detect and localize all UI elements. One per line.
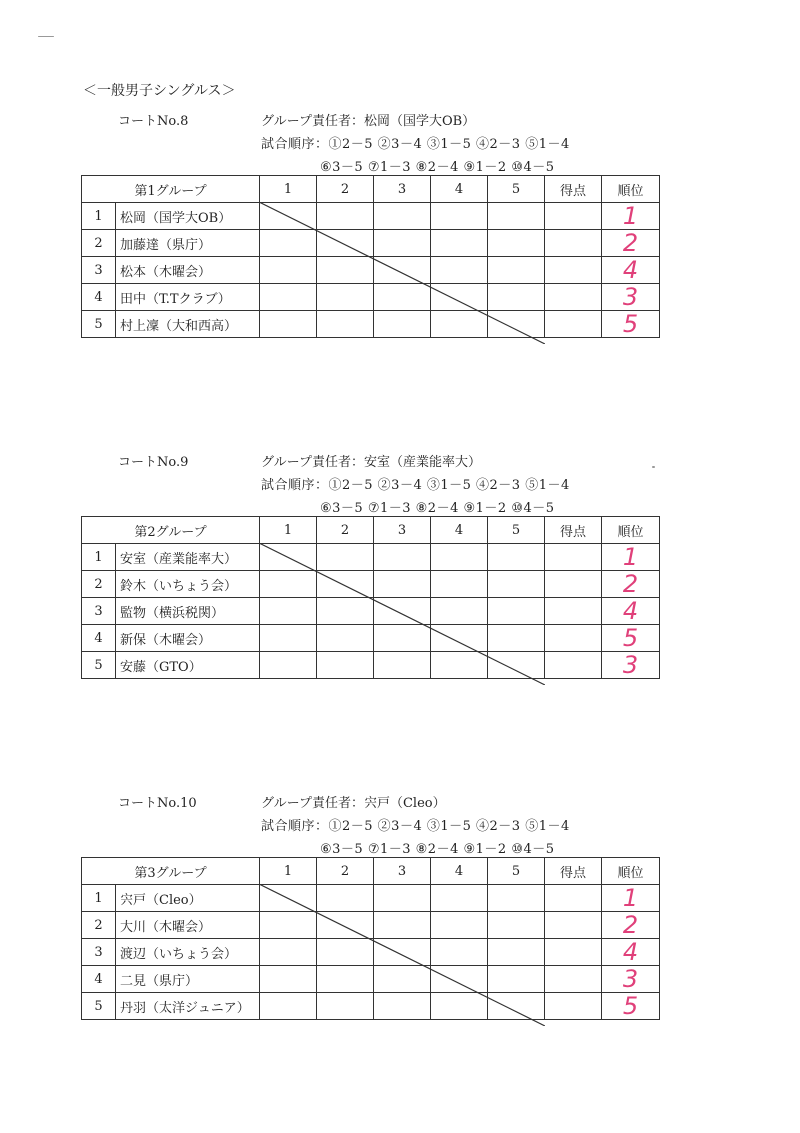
rank-header: 順位 bbox=[602, 176, 660, 203]
player-name: 加藤達（県庁） bbox=[116, 230, 260, 257]
rank-cell: 3 bbox=[602, 966, 660, 993]
rank-cell: 5 bbox=[602, 993, 660, 1020]
player-name: 安室（産業能率大） bbox=[116, 544, 260, 571]
score-cell bbox=[317, 257, 374, 284]
player-row bbox=[82, 311, 660, 338]
score-cell bbox=[431, 571, 488, 598]
player-name: 松岡（国学大OB） bbox=[116, 203, 260, 230]
score-cell bbox=[260, 311, 317, 338]
scan-speck bbox=[38, 36, 54, 37]
player-name: 監物（横浜税関） bbox=[116, 598, 260, 625]
group-leader-3: グループ責任者：宍戸（Cleo） bbox=[261, 796, 446, 811]
score-cell bbox=[374, 571, 431, 598]
court-label-2: コートNo.9 bbox=[118, 455, 189, 470]
score-cell bbox=[374, 885, 431, 912]
score-cell bbox=[374, 652, 431, 679]
player-row bbox=[82, 544, 660, 571]
score-cell bbox=[374, 544, 431, 571]
score-cell bbox=[488, 885, 545, 912]
score-cell bbox=[488, 966, 545, 993]
player-no: 5 bbox=[82, 652, 116, 679]
col-header: 3 bbox=[374, 858, 431, 885]
col-header: 1 bbox=[260, 517, 317, 544]
points-cell bbox=[545, 230, 602, 257]
match-order-3b: ⑥3－5 ⑦1－3 ⑧2－4 ⑨1－2 ⑩4－5 bbox=[320, 842, 555, 857]
col-header: 1 bbox=[260, 176, 317, 203]
score-cell bbox=[260, 652, 317, 679]
group-name: 第2グループ bbox=[82, 517, 260, 544]
col-header: 5 bbox=[488, 517, 545, 544]
match-order-2a: 試合順序：①2－5 ②3－4 ③1－5 ④2－3 ⑤1－4 bbox=[261, 478, 570, 493]
score-cell bbox=[431, 652, 488, 679]
score-cell bbox=[488, 652, 545, 679]
group-name: 第3グループ bbox=[82, 858, 260, 885]
score-cell bbox=[431, 598, 488, 625]
player-row bbox=[82, 284, 660, 311]
points-cell bbox=[545, 203, 602, 230]
score-cell bbox=[431, 885, 488, 912]
rank-cell: 4 bbox=[602, 939, 660, 966]
match-order-1b: ⑥3－5 ⑦1－3 ⑧2－4 ⑨1－2 ⑩4－5 bbox=[320, 160, 555, 175]
group-leader-2: グループ責任者：安室（産業能率大） bbox=[261, 455, 481, 470]
score-cell bbox=[431, 544, 488, 571]
player-name: 安藤（GTO） bbox=[116, 652, 260, 679]
player-name: 二見（県庁） bbox=[116, 966, 260, 993]
score-cell bbox=[260, 993, 317, 1020]
score-cell bbox=[317, 652, 374, 679]
score-cell bbox=[260, 257, 317, 284]
col-header: 3 bbox=[374, 176, 431, 203]
group-table-1 bbox=[81, 175, 660, 338]
header-row bbox=[82, 858, 660, 885]
group-leader-1: グループ責任者：松岡（国学大OB） bbox=[261, 114, 476, 129]
score-cell bbox=[260, 966, 317, 993]
rank-cell: 4 bbox=[602, 257, 660, 284]
score-cell bbox=[317, 625, 374, 652]
player-name: 松本（木曜会） bbox=[116, 257, 260, 284]
score-cell bbox=[488, 571, 545, 598]
player-row bbox=[82, 625, 660, 652]
score-cell bbox=[317, 885, 374, 912]
group-table-2 bbox=[81, 516, 660, 679]
score-cell bbox=[317, 230, 374, 257]
score-cell bbox=[374, 598, 431, 625]
player-no: 5 bbox=[82, 993, 116, 1020]
score-cell bbox=[431, 625, 488, 652]
points-cell bbox=[545, 544, 602, 571]
score-cell bbox=[374, 966, 431, 993]
score-cell bbox=[374, 284, 431, 311]
score-cell bbox=[431, 311, 488, 338]
player-name: 田中（T.Tクラブ） bbox=[116, 284, 260, 311]
score-cell bbox=[260, 598, 317, 625]
score-cell bbox=[488, 939, 545, 966]
player-name: 丹羽（太洋ジュニア） bbox=[116, 993, 260, 1020]
col-header: 3 bbox=[374, 517, 431, 544]
score-cell bbox=[488, 993, 545, 1020]
points-cell bbox=[545, 571, 602, 598]
player-row bbox=[82, 885, 660, 912]
player-name: 村上凜（大和西高） bbox=[116, 311, 260, 338]
player-row bbox=[82, 203, 660, 230]
col-header: 1 bbox=[260, 858, 317, 885]
score-cell bbox=[317, 311, 374, 338]
player-no: 4 bbox=[82, 284, 116, 311]
player-row bbox=[82, 230, 660, 257]
score-cell bbox=[431, 284, 488, 311]
score-cell bbox=[260, 939, 317, 966]
score-cell bbox=[374, 203, 431, 230]
score-cell bbox=[488, 203, 545, 230]
player-name: 鈴木（いちょう会） bbox=[116, 571, 260, 598]
score-cell bbox=[260, 230, 317, 257]
header-row bbox=[82, 176, 660, 203]
score-cell bbox=[317, 284, 374, 311]
score-cell bbox=[260, 912, 317, 939]
points-cell bbox=[545, 912, 602, 939]
points-cell bbox=[545, 311, 602, 338]
score-cell bbox=[260, 284, 317, 311]
col-header: 5 bbox=[488, 858, 545, 885]
points-cell bbox=[545, 966, 602, 993]
score-cell bbox=[317, 993, 374, 1020]
points-header: 得点 bbox=[545, 176, 602, 203]
player-no: 3 bbox=[82, 598, 116, 625]
score-cell bbox=[374, 912, 431, 939]
player-name: 宍戸（Cleo） bbox=[116, 885, 260, 912]
rank-cell: 3 bbox=[602, 284, 660, 311]
col-header: 2 bbox=[317, 176, 374, 203]
player-no: 1 bbox=[82, 203, 116, 230]
score-cell bbox=[374, 625, 431, 652]
col-header: 2 bbox=[317, 858, 374, 885]
points-header: 得点 bbox=[545, 517, 602, 544]
points-cell bbox=[545, 993, 602, 1020]
rank-cell: 1 bbox=[602, 203, 660, 230]
score-cell bbox=[260, 544, 317, 571]
rank-cell: 4 bbox=[602, 598, 660, 625]
rank-header: 順位 bbox=[602, 517, 660, 544]
rank-cell: 1 bbox=[602, 885, 660, 912]
player-name: 大川（木曜会） bbox=[116, 912, 260, 939]
player-no: 5 bbox=[82, 311, 116, 338]
court-label-1: コートNo.8 bbox=[118, 114, 189, 129]
score-cell bbox=[488, 912, 545, 939]
points-cell bbox=[545, 598, 602, 625]
score-cell bbox=[260, 625, 317, 652]
score-cell bbox=[488, 284, 545, 311]
court-label-3: コートNo.10 bbox=[118, 796, 197, 811]
player-row bbox=[82, 571, 660, 598]
rank-cell: 1 bbox=[602, 544, 660, 571]
player-name: 新保（木曜会） bbox=[116, 625, 260, 652]
player-no: 2 bbox=[82, 230, 116, 257]
player-no: 1 bbox=[82, 885, 116, 912]
score-cell bbox=[431, 203, 488, 230]
rank-cell: 2 bbox=[602, 912, 660, 939]
score-cell bbox=[260, 571, 317, 598]
col-header: 4 bbox=[431, 517, 488, 544]
rank-header: 順位 bbox=[602, 858, 660, 885]
score-cell bbox=[374, 230, 431, 257]
score-cell bbox=[374, 311, 431, 338]
rank-cell: 5 bbox=[602, 311, 660, 338]
player-no: 4 bbox=[82, 966, 116, 993]
points-cell bbox=[545, 885, 602, 912]
score-cell bbox=[431, 230, 488, 257]
player-no: 2 bbox=[82, 912, 116, 939]
rank-cell: 2 bbox=[602, 571, 660, 598]
score-cell bbox=[317, 598, 374, 625]
score-cell bbox=[488, 311, 545, 338]
score-cell bbox=[488, 625, 545, 652]
header-row bbox=[82, 517, 660, 544]
page-title: ＜一般男子シングルス＞ bbox=[83, 83, 236, 99]
match-order-3a: 試合順序：①2－5 ②3－4 ③1－5 ④2－3 ⑤1－4 bbox=[261, 819, 570, 834]
col-header: 5 bbox=[488, 176, 545, 203]
player-no: 3 bbox=[82, 939, 116, 966]
score-cell bbox=[317, 966, 374, 993]
score-cell bbox=[431, 257, 488, 284]
points-cell bbox=[545, 284, 602, 311]
score-cell bbox=[317, 544, 374, 571]
col-header: 2 bbox=[317, 517, 374, 544]
player-row bbox=[82, 966, 660, 993]
player-no: 3 bbox=[82, 257, 116, 284]
score-cell bbox=[374, 257, 431, 284]
score-cell bbox=[488, 598, 545, 625]
player-row bbox=[82, 993, 660, 1020]
points-cell bbox=[545, 939, 602, 966]
col-header: 4 bbox=[431, 176, 488, 203]
player-row bbox=[82, 652, 660, 679]
points-header: 得点 bbox=[545, 858, 602, 885]
score-cell bbox=[374, 993, 431, 1020]
score-cell bbox=[431, 993, 488, 1020]
player-no: 2 bbox=[82, 571, 116, 598]
score-cell bbox=[317, 912, 374, 939]
score-cell bbox=[260, 203, 317, 230]
score-cell bbox=[431, 966, 488, 993]
points-cell bbox=[545, 652, 602, 679]
score-cell bbox=[260, 885, 317, 912]
player-no: 1 bbox=[82, 544, 116, 571]
player-name: 渡辺（いちょう会） bbox=[116, 939, 260, 966]
score-cell bbox=[488, 230, 545, 257]
group-name: 第1グループ bbox=[82, 176, 260, 203]
score-cell bbox=[317, 571, 374, 598]
group-table-3 bbox=[81, 857, 660, 1020]
score-cell bbox=[317, 203, 374, 230]
score-cell bbox=[488, 544, 545, 571]
player-no: 4 bbox=[82, 625, 116, 652]
rank-cell: 5 bbox=[602, 625, 660, 652]
score-cell bbox=[431, 939, 488, 966]
player-row bbox=[82, 939, 660, 966]
score-cell bbox=[374, 939, 431, 966]
score-cell bbox=[431, 912, 488, 939]
rank-cell: 3 bbox=[602, 652, 660, 679]
score-cell bbox=[317, 939, 374, 966]
points-cell bbox=[545, 625, 602, 652]
player-row bbox=[82, 598, 660, 625]
col-header: 4 bbox=[431, 858, 488, 885]
match-order-2b: ⑥3－5 ⑦1－3 ⑧2－4 ⑨1－2 ⑩4－5 bbox=[320, 501, 555, 516]
player-row bbox=[82, 912, 660, 939]
match-order-1a: 試合順序：①2－5 ②3－4 ③1－5 ④2－3 ⑤1－4 bbox=[261, 137, 570, 152]
score-cell bbox=[488, 257, 545, 284]
points-cell bbox=[545, 257, 602, 284]
player-row bbox=[82, 257, 660, 284]
rank-cell: 2 bbox=[602, 230, 660, 257]
scan-speck bbox=[652, 466, 655, 468]
